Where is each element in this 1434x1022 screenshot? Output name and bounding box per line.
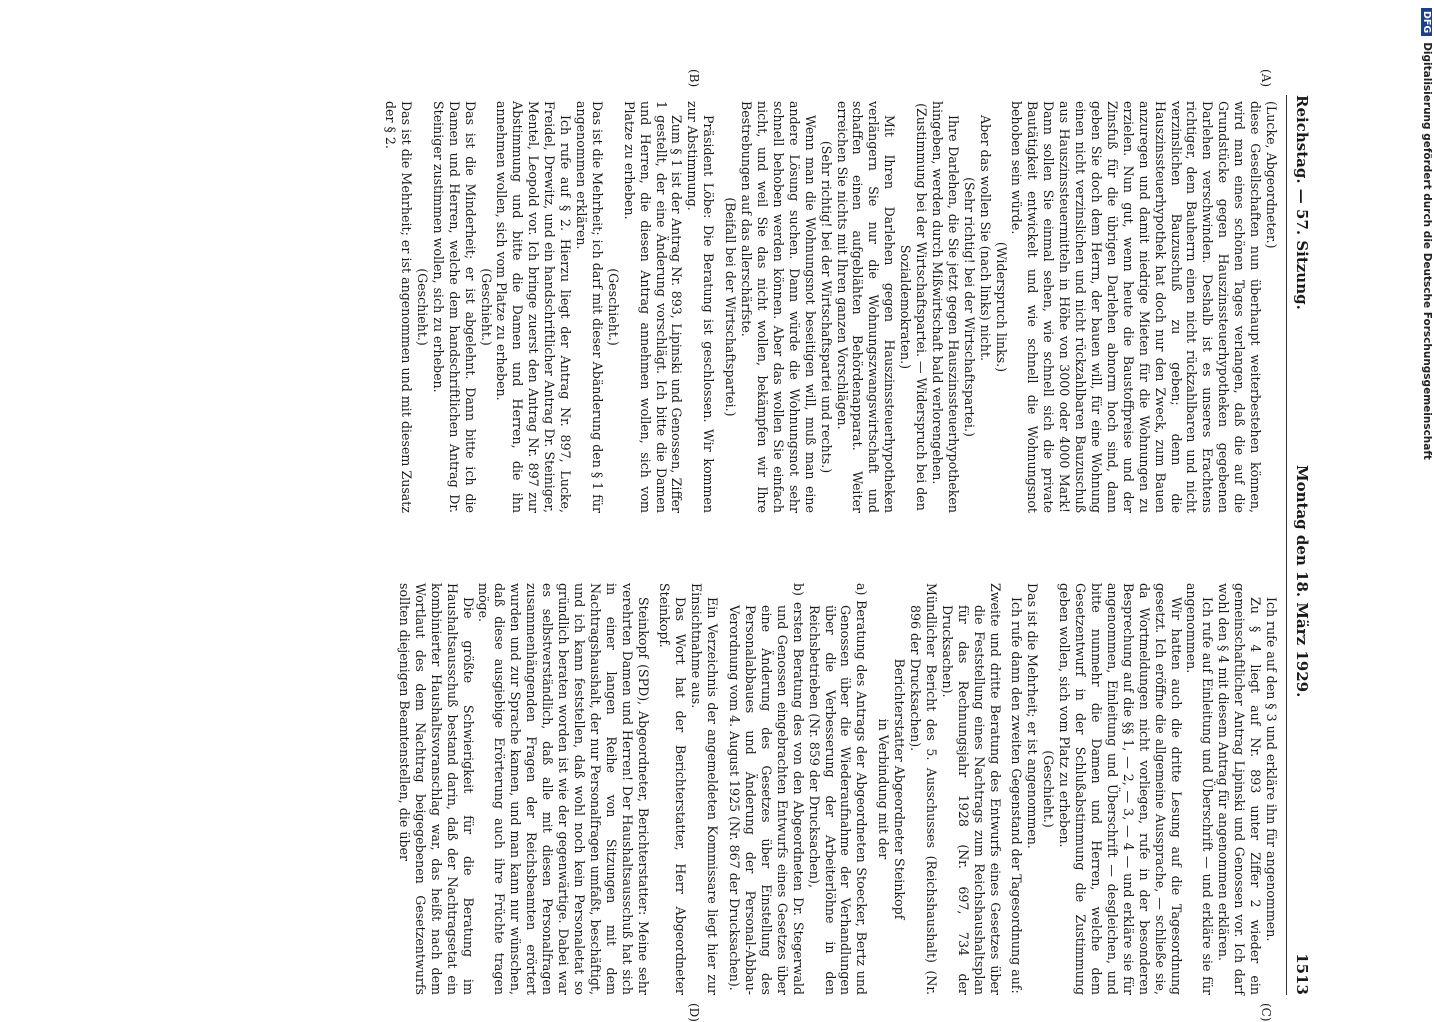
left-column-paragraph: (Lucke, Abgeordneter.) bbox=[1264, 101, 1279, 249]
right-column-paragraph: Ein Verzeichnis der angemeldeten Kommissare liegt hier zur Einsichtnahme aus. bbox=[689, 583, 721, 995]
left-column-paragraph: (Beifall bei der Wirtschaftspartei.) bbox=[723, 197, 739, 417]
right-column-paragraph: in Verbindung mit der bbox=[876, 718, 892, 860]
right-column-paragraph: Die größte Schwierigkeit für die Beratung im Haushaltsausschuß bestand darin, daß der Nachtragsetat ein kombinierter Haushaltsvoranschlag war, das heißt nach dem Wortlaut des dem Nachtrag beigegebenen Gesetzentwurfs sollten diejenigen Beamtenstellen, die über bbox=[396, 583, 476, 995]
left-column-paragraph: (Geschieht.) bbox=[478, 268, 494, 346]
rotated-print-page bbox=[83, 69, 1313, 1022]
left-column bbox=[382, 101, 1279, 513]
page-header bbox=[1286, 95, 1313, 995]
right-column-paragraph: Ich rufe dann den zweiten Gegenstand der Tagesordnung auf: bbox=[1009, 597, 1025, 994]
digitization-text bbox=[1421, 8, 1433, 460]
margin-mark-a: (A) bbox=[1259, 69, 1273, 88]
dfg-logo: DFG bbox=[1421, 8, 1432, 36]
right-column-paragraph: Berichterstatter Abgeordneter Steinkopf bbox=[892, 658, 908, 920]
left-column-paragraph: (Sehr richtig! bei der Wirtschaftspartei.) bbox=[961, 177, 977, 437]
left-column-paragraph: Ihre Darlehen, die Sie jetzt gegen Hauszinssteuerhypotheken hingeben, werden durch Mißwirtschaft bald verlorengehen. bbox=[929, 101, 961, 513]
left-column-paragraph: (Zustimmung bei der Wirtschaftspartei. — Widerspruch bei den Sozialdemokraten.) bbox=[898, 103, 930, 511]
left-column-paragraph: Das ist die Minderheit; er ist abgelehnt. Dann bitte ich die Damen und Herren, welche dem handschriftlichen Antrag Dr. Steiniger zustimmen wollen, sich zu erheben. bbox=[430, 101, 478, 513]
left-column-paragraph: Das ist die Mehrheit; er ist angenommen und mit diesem Zusatz der § 2. bbox=[383, 101, 415, 513]
right-column-paragraph: Ich rufe auf den § 3 und erkläre ihn für angenommen. bbox=[1264, 597, 1279, 942]
right-column-paragraph: b) ersten Beratung des von den Abgeordneten Dr. Stegerwald und Genossen eingebrachten Entwurfs eines Gesetzes über eine Änderung des Gesetzes über Einstellung des Personalabbaues und Änderung der Personal-Abbau-Verordnung vom 4. August 1925 (Nr. 867 der Drucksachen). bbox=[727, 583, 806, 995]
page-number: 1513 bbox=[1293, 953, 1311, 995]
right-column-paragraph: Wir hatten auch die dritte Lesung auf die Tagesordnung gesetzt. Ich eröffne die allgemeine Aussprache, — schließe sie, da Wortmeldungen nicht vorliegen, rufe in der besonderen Besprechung auf die §§ 1, — 2, — 3, — 4 — und erkläre sie für angenommen, Einleitung und Überschrift — desgleichen, und bitte nunmehr die Damen und Herren, welche dem Gesetzentwurf in der Schlußabstimmung die Zustimmung geben wollen, sich vom Platz zu erheben. bbox=[1057, 583, 1184, 995]
margin-mark-d: (D) bbox=[687, 1003, 701, 1022]
left-column-paragraph: (Geschieht.) bbox=[605, 268, 621, 346]
margin-mark-b: (B) bbox=[687, 69, 701, 88]
right-column-paragraph: Ich rufe auf Einleitung und Überschrift — und erkläre sie für angenommen. bbox=[1184, 583, 1216, 995]
right-column-paragraph: Steinkopf (SPD), Abgeordneter, Berichterstatter: Meine sehr verehrten Damen und Herren! Der Haushaltsausschuß hat sich in einer langen Reihe von Sitzungen mit dem Nachtragshaushalt, der nur Personalfragen umfaßt, beschäftigt, und ich kann feststellen, daß wohl noch kein Personaletat so gründlich beraten worden ist wie der gegenwärtige. Dabei war es selbstverständlich, daß alle mit diesen Personalfragen zusammenhängenden Fragen der Reichsbeamten erörtert wurden und zur Sprache kamen, und man kann nur wünschen, daß diese ausgiebige Erörterung auch ihre Früchte tragen möge. bbox=[476, 583, 651, 995]
left-column-paragraph: (Geschieht.) bbox=[414, 268, 430, 346]
header-left: Reichstag. — 57. Sitzung. bbox=[1293, 95, 1311, 310]
right-column-paragraph: Das Wort hat der Berichterstatter, Herr Abgeordneter Steinkopf. bbox=[657, 583, 689, 995]
right-column-paragraph: Zweite und dritte Beratung des Entwurfs eines Gesetzes über die Feststellung eines Nachtrags zum Reichshaushaltsplan für das Rechnungsjahr 1928 (Nr. 697, 734 der Drucksachen). bbox=[939, 583, 1003, 995]
left-column-paragraph: Aber das wollen Sie (nach links) nicht. bbox=[977, 115, 993, 362]
left-column-paragraph: Das ist die Mehrheit; ich darf mit dieser Abänderung den § 1 für angenommen erklären. bbox=[574, 101, 605, 513]
right-column-paragraph: Zu § 4 liegt auf Nr. 893 unter Ziffer 2 wieder ein gemeinschaftlicher Antrag Lipinski und Genossen vor. Ich darf wohl den § 4 mit diesem Antrag für angenommen erklären. bbox=[1216, 583, 1264, 995]
digitization-note: Digitalisierung gefördert durch die Deutsche Forschungsgemeinschaft bbox=[1421, 42, 1433, 460]
left-column-paragraph: Ich rufe auf § 2. Hierzu liegt der Antrag Nr. 897, Lucke, Freidel, Drewitz, und ein handschriftlicher Antrag Dr. Steiniger, Mentel, Leopold vor. Ich bringe zuerst den Antrag Nr. 897 zur Abstimmung und bitte die Damen und Herren, die ihn annehmen wollen, sich vom Platze zu erheben. bbox=[494, 101, 574, 513]
left-column-paragraph: Präsident Löbe: Die Beratung ist geschlossen. Wir kommen zur Abstimmung. bbox=[685, 101, 717, 513]
digitization-notice bbox=[1420, 8, 1434, 608]
right-column-paragraph: (Geschieht.) bbox=[1041, 750, 1057, 828]
right-column-paragraph: Mündlicher Bericht des 5. Ausschusses (Reichshaushalt) (Nr. 896 der Drucksachen). bbox=[908, 583, 939, 995]
left-column-paragraph: (Sehr richtig! bei der Wirtschaftspartei und rechts.) bbox=[818, 140, 834, 474]
right-column bbox=[396, 583, 1279, 995]
left-column-paragraph: diese Gesellschaften nun überhaupt weiterbestehen können, wird man eines schönen Tages verlangen, daß die auf die Grundstücke gegen Hauszinssteuerhypotheken gegebenen Darlehen verschwinden. Deshalb ist es unseres Erachtens richtiger, dem Bauherrn einen nicht rückzahlbaren und nicht verzinslichen Bauzuschuß zu geben; denn die Hauszinssteuerhypothek hat doch nur den Zweck, zum Bauen anzuregen und damit niedrige Mieten für die Wohnungen zu erzielen. Nun gut, wenn heute die Baustoffpreise und der Zinsfuß für die übrigen Darlehen abnorm hoch sind, dann geben Sie doch dem Herrn, der bauen will, für eine Wohnung einen nicht verzinslichen und nicht rückzahlbaren Bauzuschuß aus Hauszinssteuermitteln in Höhe von 3000 oder 4000 Mark! Dann sollen Sie einmal sehen, wie schnell sich die private Bautätigkeit entwickelt und wie schnell die Wohnungsnot behoben sein würde. bbox=[1009, 101, 1264, 513]
header-date: Montag den 18. März 1929. bbox=[1293, 465, 1311, 698]
right-column-paragraph: Das ist die Mehrheit; er ist angenommen. bbox=[1025, 583, 1041, 849]
margin-mark-c: (C) bbox=[1259, 1003, 1273, 1022]
left-column-paragraph: Wenn man die Wohnungsnot beseitigen will, muß man eine andere Lösung suchen. Dann würde die Wohnungsnot sehr schnell behoben werden können. Aber das wollen Sie einfach nicht, und weil Sie das nicht wollen, bekämpfen wir Ihre Bestrebungen auf das allerschärfste. bbox=[739, 101, 818, 513]
left-column-paragraph: (Widerspruch links.) bbox=[993, 241, 1009, 373]
left-column-paragraph: Mit Ihren Darlehen gegen Hauszinssteuerhypotheken verlängern Sie nur die Wohnungszwangswirtschaft und schaffen einen aufgeblähten Behördenapparat. Weiter erreichen Sie nichts mit Ihren ganzen Vorschlägen. bbox=[834, 101, 898, 513]
right-column-paragraph: a) Beratung des Antrags der Abgeordneten Stoecker, Bertz und Genossen über die Wiederaufnahme der Verhandlungen über die Verbesserung der Arbeiterlöhne in den Reichsbetrieben (Nr. 859 der Drucksachen), bbox=[806, 583, 870, 995]
left-column-paragraph: Zum § 1 ist der Antrag Nr. 893, Lipinski und Genossen, Ziffer 1 gestellt, der eine Änderung vorschlägt. Ich bitte die Damen und Herren, die diesen Antrag annehmen wollen, sich vom Platze zu erheben. bbox=[621, 101, 685, 513]
